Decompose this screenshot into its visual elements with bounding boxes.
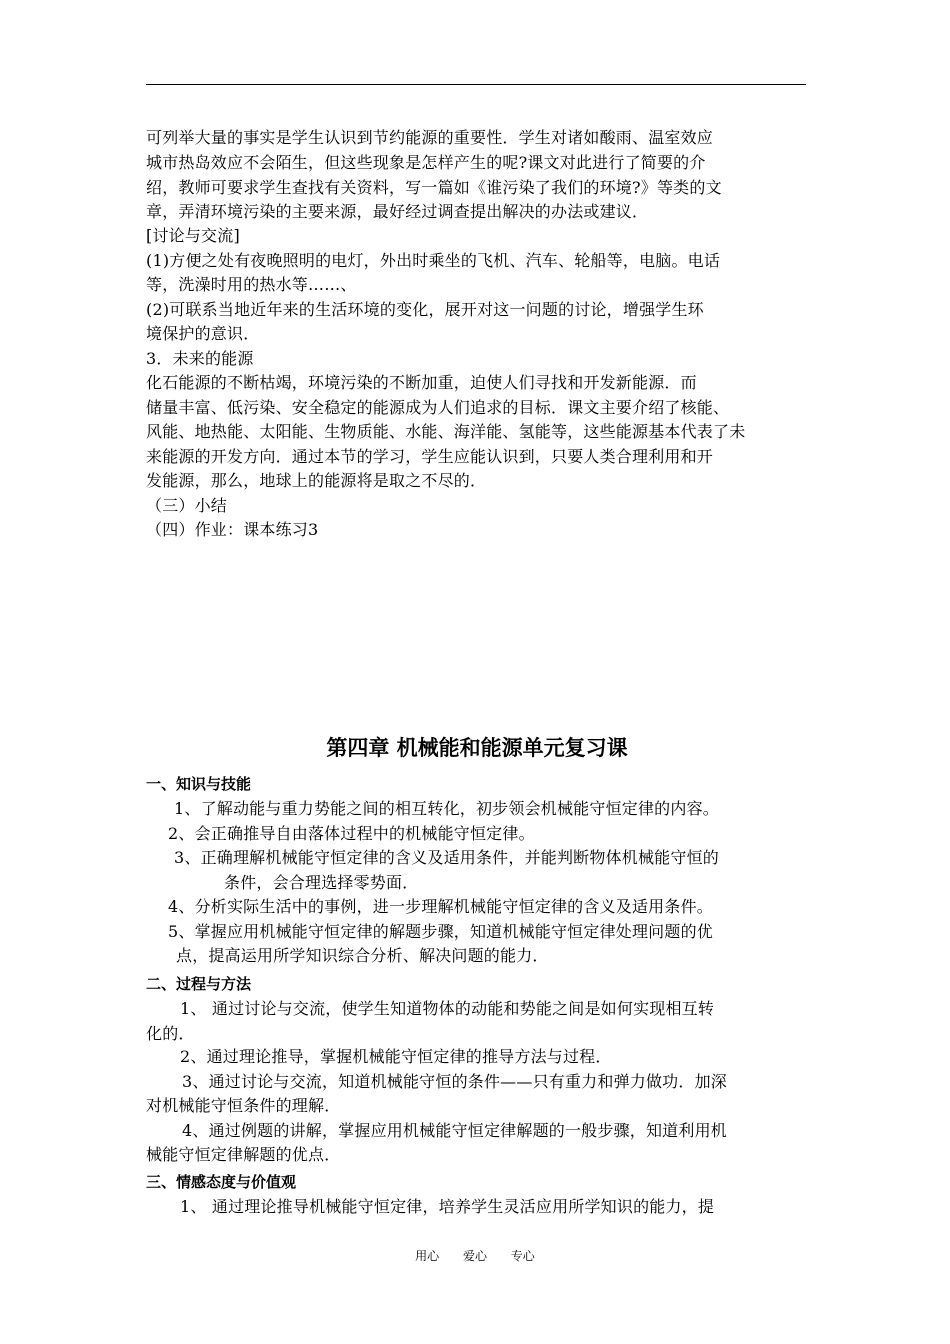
- text-line: 来能源的开发方向．通过本节的学习，学生应能认识到，只要人类合理利用和开: [146, 447, 714, 466]
- section2-heading: 二、过程与方法: [146, 975, 252, 993]
- text-line: 化石能源的不断枯竭，环境污染的不断加重，迫使人们寻找和开发新能源．而: [146, 373, 697, 392]
- text-line: 2、通过理论推导，掌握机械能守恒定律的推导方法与过程．: [180, 1047, 612, 1066]
- text-line: 2、会正确推导自由落体过程中的机械能守恒定律。: [168, 824, 535, 843]
- text-line: 可列举大量的事实是学生认识到节约能源的重要性．学生对诸如酸雨、温室效应: [146, 128, 714, 147]
- text-line: 5、掌握应用机械能守恒定律的解题步骤，知道机械能守恒定律处理问题的优: [168, 922, 713, 941]
- page-footer: 用心 爱心 专心: [415, 1249, 535, 1263]
- text-line: 等，洗澡时用的热水等……、: [146, 275, 357, 294]
- text-line: 1、 通过理论推导机械能守恒定律，培养学生灵活应用所学知识的能力，提: [180, 1197, 715, 1216]
- text-line: 储量丰富、低污染、安全稳定的能源成为人们追求的目标．课文主要介绍了核能、: [146, 398, 730, 417]
- text-line: 城市热岛效应不会陌生，但这些现象是怎样产生的呢?课文对此进行了简要的介: [146, 153, 706, 172]
- section1-heading: 一、知识与技能: [146, 775, 252, 793]
- text-line: 1、 通过讨论与交流，使学生知道物体的动能和势能之间是如何实现相互转: [180, 999, 715, 1018]
- text-line: 风能、地热能、太阳能、生物质能、水能、海洋能、氢能等，这些能源基本代表了未: [146, 422, 746, 441]
- text-line: 对机械能守恒条件的理解．: [146, 1096, 341, 1115]
- text-line: 3、通过讨论与交流，知道机械能守恒的条件——只有重力和弹力做功．加深: [182, 1072, 727, 1091]
- text-line: (1)方便之处有夜晚照明的电灯，外出时乘坐的飞机、汽车、轮船等，电脑。电话: [146, 251, 721, 270]
- text-line: 点，提高运用所学知识综合分析、解决问题的能力．: [176, 946, 549, 965]
- text-line: （四）作业：课本练习3: [146, 520, 319, 539]
- text-line: (2)可联系当地近年来的生活环境的变化，展开对这一问题的讨论，增强学生环: [146, 300, 704, 319]
- text-line: 发能源，那么，地球上的能源将是取之不尽的．: [146, 471, 487, 490]
- text-line: 条件，会合理选择零势面．: [224, 873, 419, 892]
- text-line: 3．未来的能源: [146, 349, 254, 368]
- text-line: 章，弄清环境污染的主要来源，最好经过调查提出解决的办法或建议．: [146, 202, 649, 221]
- text-line: 境保护的意识．: [146, 324, 260, 343]
- text-line: 4、通过例题的讲解，掌握应用机械能守恒定律解题的一般步骤，知道利用机: [182, 1121, 727, 1140]
- section3-heading: 三、情感态度与价值观: [146, 1173, 297, 1191]
- text-line: 绍，教师可要求学生查找有关资料，写一篇如《谁污染了我们的环境?》等类的文: [146, 178, 722, 197]
- text-line: （三）小结: [146, 496, 228, 515]
- header-rule: [146, 84, 806, 85]
- text-line: 1、了解动能与重力势能之间的相互转化，初步领会机械能守恒定律的内容。: [174, 799, 719, 818]
- text-line: 4、分析实际生活中的事例，进一步理解机械能守恒定律的含义及适用条件。: [168, 897, 713, 916]
- text-line: [讨论与交流]: [146, 226, 240, 245]
- text-line: 3、正确理解机械能守恒定律的含义及适用条件，并能判断物体机械能守恒的: [174, 848, 719, 867]
- text-line: 化的．: [146, 1024, 195, 1043]
- chapter-title: 第四章 机械能和能源单元复习课: [326, 736, 628, 760]
- text-line: 械能守恒定律解题的优点．: [146, 1145, 341, 1164]
